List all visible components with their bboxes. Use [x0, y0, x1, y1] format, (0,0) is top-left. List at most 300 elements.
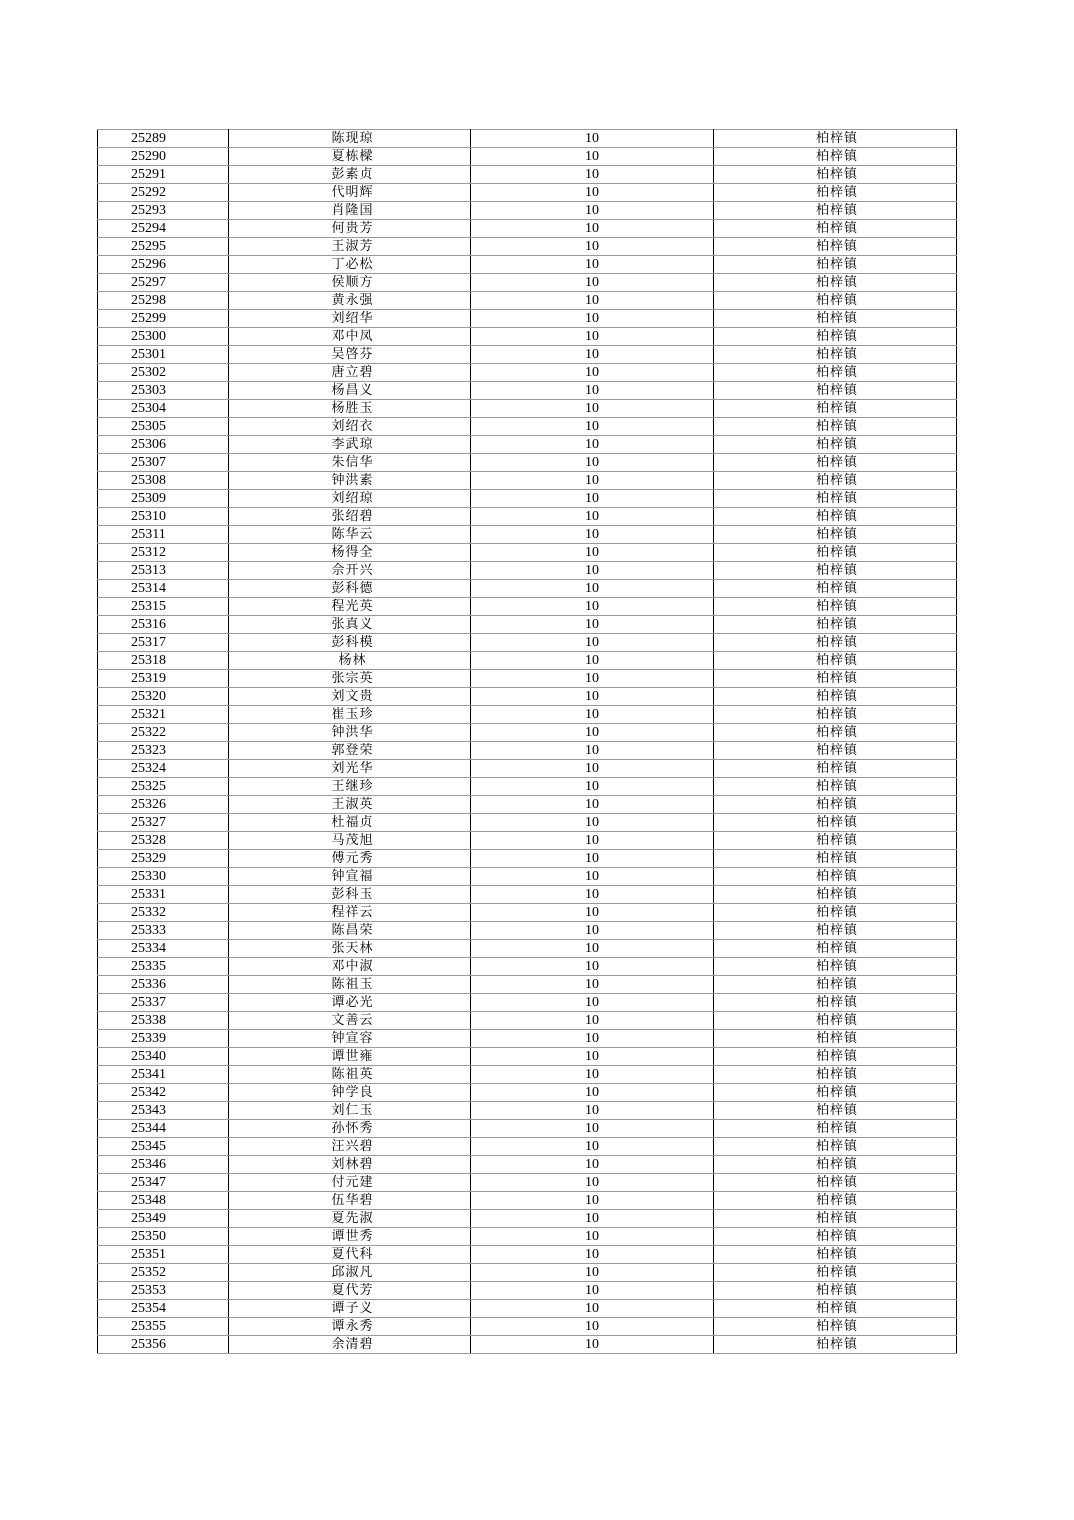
cell-town: 柏梓镇 — [714, 1336, 957, 1354]
table-row — [98, 796, 957, 814]
cell-amount: 10 — [471, 724, 714, 742]
cell-amount: 10 — [471, 1048, 714, 1066]
table-row — [98, 904, 957, 922]
cell-name: 朱信华 — [229, 454, 471, 472]
table-row — [98, 1318, 957, 1336]
table-row — [98, 526, 957, 544]
cell-town: 柏梓镇 — [714, 922, 957, 940]
cell-name: 谭子义 — [229, 1300, 471, 1318]
cell-town: 柏梓镇 — [714, 958, 957, 976]
cell-town: 柏梓镇 — [714, 1084, 957, 1102]
cell-amount: 10 — [471, 976, 714, 994]
cell-name: 谭必光 — [229, 994, 471, 1012]
cell-name: 张宗英 — [229, 670, 471, 688]
table-row — [98, 850, 957, 868]
cell-amount: 10 — [471, 364, 714, 382]
cell-id: 25349 — [98, 1210, 229, 1228]
cell-amount: 10 — [471, 1084, 714, 1102]
cell-town: 柏梓镇 — [714, 508, 957, 526]
cell-id: 25335 — [98, 958, 229, 976]
cell-town: 柏梓镇 — [714, 364, 957, 382]
table-row — [98, 400, 957, 418]
cell-amount: 10 — [471, 526, 714, 544]
data-table — [97, 129, 957, 1354]
cell-town: 柏梓镇 — [714, 400, 957, 418]
table-row — [98, 238, 957, 256]
cell-name: 杨昌义 — [229, 382, 471, 400]
cell-town: 柏梓镇 — [714, 310, 957, 328]
cell-id: 25350 — [98, 1228, 229, 1246]
cell-town: 柏梓镇 — [714, 238, 957, 256]
cell-id: 25325 — [98, 778, 229, 796]
cell-amount: 10 — [471, 1030, 714, 1048]
cell-name: 刘文贵 — [229, 688, 471, 706]
table-row — [98, 148, 957, 166]
cell-town: 柏梓镇 — [714, 688, 957, 706]
cell-town: 柏梓镇 — [714, 832, 957, 850]
cell-id: 25315 — [98, 598, 229, 616]
table-row — [98, 616, 957, 634]
cell-name: 程祥云 — [229, 904, 471, 922]
table-row — [98, 328, 957, 346]
cell-town: 柏梓镇 — [714, 652, 957, 670]
cell-amount: 10 — [471, 1318, 714, 1336]
cell-amount: 10 — [471, 868, 714, 886]
cell-amount: 10 — [471, 166, 714, 184]
cell-id: 25351 — [98, 1246, 229, 1264]
table-row — [98, 346, 957, 364]
cell-name: 刘绍琼 — [229, 490, 471, 508]
table-row — [98, 1066, 957, 1084]
cell-name: 汪兴碧 — [229, 1138, 471, 1156]
table-row — [98, 256, 957, 274]
cell-name: 刘光华 — [229, 760, 471, 778]
cell-name: 侯顺方 — [229, 274, 471, 292]
cell-id: 25345 — [98, 1138, 229, 1156]
cell-town: 柏梓镇 — [714, 274, 957, 292]
cell-name: 杨林 — [229, 652, 471, 670]
cell-amount: 10 — [471, 958, 714, 976]
cell-id: 25316 — [98, 616, 229, 634]
cell-id: 25343 — [98, 1102, 229, 1120]
cell-name: 文善云 — [229, 1012, 471, 1030]
cell-town: 柏梓镇 — [714, 1030, 957, 1048]
cell-amount: 10 — [471, 184, 714, 202]
cell-name: 谭世雍 — [229, 1048, 471, 1066]
cell-town: 柏梓镇 — [714, 886, 957, 904]
cell-town: 柏梓镇 — [714, 904, 957, 922]
table-row — [98, 1300, 957, 1318]
table-row — [98, 580, 957, 598]
table-row — [98, 922, 957, 940]
table-row — [98, 706, 957, 724]
cell-amount: 10 — [471, 760, 714, 778]
cell-name: 杨得全 — [229, 544, 471, 562]
cell-town: 柏梓镇 — [714, 544, 957, 562]
cell-id: 25336 — [98, 976, 229, 994]
cell-name: 张天林 — [229, 940, 471, 958]
table-row — [98, 832, 957, 850]
cell-amount: 10 — [471, 652, 714, 670]
cell-town: 柏梓镇 — [714, 706, 957, 724]
cell-amount: 10 — [471, 256, 714, 274]
cell-town: 柏梓镇 — [714, 1174, 957, 1192]
table-row — [98, 274, 957, 292]
table-row — [98, 814, 957, 832]
cell-town: 柏梓镇 — [714, 292, 957, 310]
cell-id: 25341 — [98, 1066, 229, 1084]
cell-name: 代明辉 — [229, 184, 471, 202]
table-row — [98, 562, 957, 580]
cell-town: 柏梓镇 — [714, 1210, 957, 1228]
table-row — [98, 868, 957, 886]
cell-amount: 10 — [471, 1012, 714, 1030]
table-row — [98, 1156, 957, 1174]
cell-amount: 10 — [471, 418, 714, 436]
cell-id: 25289 — [98, 130, 229, 148]
cell-amount: 10 — [471, 310, 714, 328]
cell-amount: 10 — [471, 508, 714, 526]
cell-town: 柏梓镇 — [714, 1156, 957, 1174]
cell-town: 柏梓镇 — [714, 778, 957, 796]
cell-name: 李武琼 — [229, 436, 471, 454]
cell-amount: 10 — [471, 1138, 714, 1156]
table-row — [98, 1210, 957, 1228]
table-row — [98, 508, 957, 526]
table-row — [98, 130, 957, 148]
table-row — [98, 1084, 957, 1102]
cell-name: 钟宣福 — [229, 868, 471, 886]
table-row — [98, 1174, 957, 1192]
cell-town: 柏梓镇 — [714, 1102, 957, 1120]
table-row — [98, 1264, 957, 1282]
table-row — [98, 778, 957, 796]
cell-amount: 10 — [471, 1282, 714, 1300]
cell-amount: 10 — [471, 328, 714, 346]
cell-amount: 10 — [471, 472, 714, 490]
cell-id: 25311 — [98, 526, 229, 544]
cell-amount: 10 — [471, 778, 714, 796]
cell-id: 25291 — [98, 166, 229, 184]
table-row — [98, 634, 957, 652]
table-row — [98, 472, 957, 490]
cell-town: 柏梓镇 — [714, 382, 957, 400]
cell-amount: 10 — [471, 688, 714, 706]
cell-name: 杨胜玉 — [229, 400, 471, 418]
cell-town: 柏梓镇 — [714, 724, 957, 742]
cell-amount: 10 — [471, 706, 714, 724]
cell-town: 柏梓镇 — [714, 328, 957, 346]
cell-name: 张真义 — [229, 616, 471, 634]
cell-name: 唐立碧 — [229, 364, 471, 382]
cell-amount: 10 — [471, 670, 714, 688]
cell-name: 夏先淑 — [229, 1210, 471, 1228]
cell-id: 25309 — [98, 490, 229, 508]
cell-amount: 10 — [471, 490, 714, 508]
cell-amount: 10 — [471, 1120, 714, 1138]
cell-id: 25319 — [98, 670, 229, 688]
table-row — [98, 166, 957, 184]
table-row — [98, 1048, 957, 1066]
table-row — [98, 688, 957, 706]
cell-town: 柏梓镇 — [714, 940, 957, 958]
cell-name: 余清碧 — [229, 1336, 471, 1354]
cell-name: 王继珍 — [229, 778, 471, 796]
table-row — [98, 976, 957, 994]
table-row — [98, 220, 957, 238]
cell-amount: 10 — [471, 904, 714, 922]
cell-town: 柏梓镇 — [714, 1066, 957, 1084]
cell-id: 25354 — [98, 1300, 229, 1318]
cell-id: 25331 — [98, 886, 229, 904]
cell-town: 柏梓镇 — [714, 1228, 957, 1246]
cell-id: 25294 — [98, 220, 229, 238]
cell-town: 柏梓镇 — [714, 634, 957, 652]
cell-name: 马茂旭 — [229, 832, 471, 850]
cell-id: 25290 — [98, 148, 229, 166]
cell-name: 黄永强 — [229, 292, 471, 310]
cell-town: 柏梓镇 — [714, 1012, 957, 1030]
table-row — [98, 760, 957, 778]
cell-name: 崔玉珍 — [229, 706, 471, 724]
table-body — [98, 130, 957, 1354]
cell-amount: 10 — [471, 544, 714, 562]
cell-id: 25356 — [98, 1336, 229, 1354]
cell-amount: 10 — [471, 580, 714, 598]
cell-town: 柏梓镇 — [714, 562, 957, 580]
cell-id: 25353 — [98, 1282, 229, 1300]
cell-amount: 10 — [471, 940, 714, 958]
cell-town: 柏梓镇 — [714, 1048, 957, 1066]
cell-id: 25332 — [98, 904, 229, 922]
cell-id: 25322 — [98, 724, 229, 742]
cell-name: 夏代科 — [229, 1246, 471, 1264]
table-row — [98, 1138, 957, 1156]
table-row — [98, 490, 957, 508]
table-row — [98, 724, 957, 742]
table-row — [98, 598, 957, 616]
table-row — [98, 1282, 957, 1300]
cell-id: 25344 — [98, 1120, 229, 1138]
cell-id: 25338 — [98, 1012, 229, 1030]
table-row — [98, 994, 957, 1012]
cell-name: 伍华碧 — [229, 1192, 471, 1210]
cell-amount: 10 — [471, 562, 714, 580]
cell-name: 陈祖玉 — [229, 976, 471, 994]
cell-id: 25313 — [98, 562, 229, 580]
cell-id: 25330 — [98, 868, 229, 886]
cell-town: 柏梓镇 — [714, 1192, 957, 1210]
cell-name: 邱淑凡 — [229, 1264, 471, 1282]
cell-amount: 10 — [471, 850, 714, 868]
cell-id: 25305 — [98, 418, 229, 436]
cell-name: 刘林碧 — [229, 1156, 471, 1174]
cell-id: 25339 — [98, 1030, 229, 1048]
cell-name: 钟宣容 — [229, 1030, 471, 1048]
cell-amount: 10 — [471, 1156, 714, 1174]
table-row — [98, 958, 957, 976]
cell-name: 刘仁玉 — [229, 1102, 471, 1120]
cell-town: 柏梓镇 — [714, 1318, 957, 1336]
cell-amount: 10 — [471, 220, 714, 238]
cell-town: 柏梓镇 — [714, 1138, 957, 1156]
table-row — [98, 1030, 957, 1048]
table-row — [98, 886, 957, 904]
cell-name: 陈华云 — [229, 526, 471, 544]
cell-name: 王淑芳 — [229, 238, 471, 256]
cell-town: 柏梓镇 — [714, 670, 957, 688]
cell-name: 孙怀秀 — [229, 1120, 471, 1138]
cell-name: 钟学良 — [229, 1084, 471, 1102]
cell-id: 25324 — [98, 760, 229, 778]
table-row — [98, 940, 957, 958]
cell-id: 25296 — [98, 256, 229, 274]
cell-town: 柏梓镇 — [714, 148, 957, 166]
cell-amount: 10 — [471, 148, 714, 166]
cell-amount: 10 — [471, 382, 714, 400]
cell-id: 25307 — [98, 454, 229, 472]
table-row — [98, 1192, 957, 1210]
cell-town: 柏梓镇 — [714, 202, 957, 220]
cell-id: 25320 — [98, 688, 229, 706]
cell-amount: 10 — [471, 400, 714, 418]
cell-amount: 10 — [471, 454, 714, 472]
cell-name: 杜福贞 — [229, 814, 471, 832]
table-row — [98, 292, 957, 310]
cell-id: 25355 — [98, 1318, 229, 1336]
cell-town: 柏梓镇 — [714, 760, 957, 778]
cell-name: 彭科玉 — [229, 886, 471, 904]
cell-name: 陈祖英 — [229, 1066, 471, 1084]
table-row — [98, 202, 957, 220]
cell-amount: 10 — [471, 742, 714, 760]
cell-town: 柏梓镇 — [714, 742, 957, 760]
cell-town: 柏梓镇 — [714, 868, 957, 886]
cell-name: 邓中淑 — [229, 958, 471, 976]
cell-id: 25310 — [98, 508, 229, 526]
cell-name: 程光英 — [229, 598, 471, 616]
cell-name: 佘开兴 — [229, 562, 471, 580]
cell-name: 张绍碧 — [229, 508, 471, 526]
cell-name: 付元建 — [229, 1174, 471, 1192]
cell-town: 柏梓镇 — [714, 1264, 957, 1282]
cell-id: 25326 — [98, 796, 229, 814]
table-row — [98, 184, 957, 202]
cell-town: 柏梓镇 — [714, 256, 957, 274]
cell-town: 柏梓镇 — [714, 472, 957, 490]
table-row — [98, 364, 957, 382]
cell-id: 25303 — [98, 382, 229, 400]
cell-name: 谭世秀 — [229, 1228, 471, 1246]
cell-name: 钟洪华 — [229, 724, 471, 742]
cell-id: 25348 — [98, 1192, 229, 1210]
cell-amount: 10 — [471, 922, 714, 940]
table-row — [98, 544, 957, 562]
cell-town: 柏梓镇 — [714, 994, 957, 1012]
cell-name: 彭科德 — [229, 580, 471, 598]
cell-id: 25304 — [98, 400, 229, 418]
cell-name: 陈现琼 — [229, 130, 471, 148]
cell-id: 25295 — [98, 238, 229, 256]
cell-amount: 10 — [471, 1228, 714, 1246]
cell-name: 丁必松 — [229, 256, 471, 274]
cell-town: 柏梓镇 — [714, 130, 957, 148]
cell-amount: 10 — [471, 832, 714, 850]
cell-name: 邓中凤 — [229, 328, 471, 346]
cell-id: 25314 — [98, 580, 229, 598]
cell-town: 柏梓镇 — [714, 850, 957, 868]
cell-name: 钟洪素 — [229, 472, 471, 490]
cell-amount: 10 — [471, 1192, 714, 1210]
cell-town: 柏梓镇 — [714, 436, 957, 454]
cell-id: 25298 — [98, 292, 229, 310]
table-row — [98, 454, 957, 472]
cell-town: 柏梓镇 — [714, 598, 957, 616]
cell-amount: 10 — [471, 616, 714, 634]
cell-name: 彭素贞 — [229, 166, 471, 184]
cell-id: 25352 — [98, 1264, 229, 1282]
cell-town: 柏梓镇 — [714, 184, 957, 202]
cell-name: 陈昌荣 — [229, 922, 471, 940]
cell-name: 夏栋樑 — [229, 148, 471, 166]
cell-name: 郭登荣 — [229, 742, 471, 760]
cell-name: 刘绍衣 — [229, 418, 471, 436]
cell-town: 柏梓镇 — [714, 1120, 957, 1138]
cell-name: 夏代芳 — [229, 1282, 471, 1300]
table-row — [98, 1336, 957, 1354]
cell-town: 柏梓镇 — [714, 526, 957, 544]
cell-id: 25334 — [98, 940, 229, 958]
cell-name: 傅元秀 — [229, 850, 471, 868]
cell-name: 何贵芳 — [229, 220, 471, 238]
cell-id: 25340 — [98, 1048, 229, 1066]
cell-town: 柏梓镇 — [714, 166, 957, 184]
cell-name: 肖隆国 — [229, 202, 471, 220]
cell-id: 25323 — [98, 742, 229, 760]
table-row — [98, 1228, 957, 1246]
cell-town: 柏梓镇 — [714, 1300, 957, 1318]
table-row — [98, 742, 957, 760]
cell-id: 25312 — [98, 544, 229, 562]
cell-amount: 10 — [471, 238, 714, 256]
cell-amount: 10 — [471, 274, 714, 292]
cell-id: 25329 — [98, 850, 229, 868]
cell-town: 柏梓镇 — [714, 796, 957, 814]
cell-town: 柏梓镇 — [714, 1282, 957, 1300]
cell-town: 柏梓镇 — [714, 346, 957, 364]
cell-id: 25347 — [98, 1174, 229, 1192]
cell-id: 25317 — [98, 634, 229, 652]
cell-amount: 10 — [471, 1246, 714, 1264]
cell-name: 谭永秀 — [229, 1318, 471, 1336]
cell-id: 25321 — [98, 706, 229, 724]
cell-amount: 10 — [471, 634, 714, 652]
cell-id: 25327 — [98, 814, 229, 832]
cell-amount: 10 — [471, 436, 714, 454]
cell-amount: 10 — [471, 814, 714, 832]
cell-name: 王淑英 — [229, 796, 471, 814]
table-row — [98, 1012, 957, 1030]
cell-id: 25299 — [98, 310, 229, 328]
cell-town: 柏梓镇 — [714, 490, 957, 508]
cell-town: 柏梓镇 — [714, 616, 957, 634]
table-row — [98, 670, 957, 688]
cell-id: 25297 — [98, 274, 229, 292]
cell-amount: 10 — [471, 1066, 714, 1084]
cell-amount: 10 — [471, 1264, 714, 1282]
cell-amount: 10 — [471, 1102, 714, 1120]
cell-id: 25293 — [98, 202, 229, 220]
